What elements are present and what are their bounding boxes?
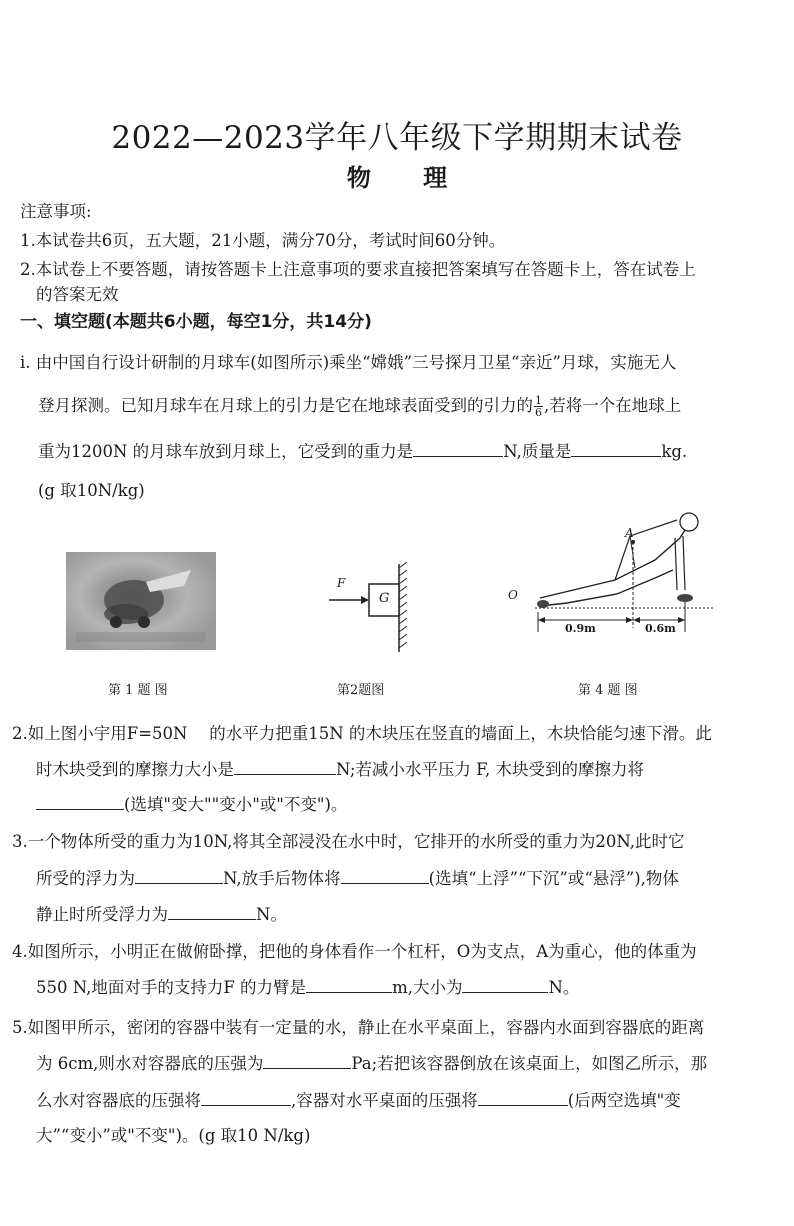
section-1-heading: 一、填空题(本题共6小题，每空1分，共14分) bbox=[20, 312, 372, 332]
force-label: F bbox=[337, 576, 346, 590]
notice-heading: 注意事项: bbox=[20, 202, 92, 221]
pushup-lever-diagram bbox=[505, 508, 720, 636]
point-a-label: A bbox=[625, 526, 634, 540]
lunar-rover-photo bbox=[66, 552, 216, 650]
q2-line-3: (选填"变大""变小"或"不变")。 bbox=[36, 791, 347, 815]
dimension-0-9m: 0.9m bbox=[565, 622, 596, 635]
figure-4-caption: 第 4 题 图 bbox=[578, 683, 638, 698]
q3-blank-buoyancy[interactable] bbox=[135, 869, 223, 884]
notice-item-1: 1.本试卷共6页，五大题，21小题，满分70分，考试时间60分钟。 bbox=[20, 231, 506, 250]
notice-item-2-line-2: 的答案无效 bbox=[36, 285, 119, 304]
q2-line-2: 时木块受到的摩擦力大小是 N;若减小水平压力 F, 木块受到的摩擦力将 bbox=[36, 760, 645, 779]
q5-line-4: 大”“变小”或"不变")。(g 取10 N/kg) bbox=[36, 1126, 311, 1145]
q1-line-2 bbox=[38, 392, 681, 418]
q1-line-2-text-b: ,若将一个在地球上 bbox=[544, 396, 682, 415]
q5-blank-pressure[interactable] bbox=[263, 1054, 351, 1069]
q3-line-2: 所受的浮力为 N,放手后物体将 (选填“上浮”“下沉”或“悬浮”),物体 bbox=[36, 869, 679, 888]
q5-blank-table-pressure[interactable] bbox=[478, 1091, 568, 1106]
q1-line-1: i. 由中国自行设计研制的月球车(如图所示)乘坐“嫦娥”三号探月卫星“亲近”月球，实施无人 bbox=[20, 353, 677, 372]
figure-2-caption: 第2题图 bbox=[337, 683, 385, 698]
q3-blank-motion[interactable] bbox=[341, 869, 429, 884]
pivot-o-label: O bbox=[508, 588, 518, 602]
q5-line-3: 么水对容器底的压强将 ,容器对水平桌面的压强将 (后两空选填"变 bbox=[36, 1091, 681, 1110]
q1-line-2-text-a: 登月探测。已知月球车在月球上的引力是它在地球表面受到的引力的 bbox=[38, 396, 533, 415]
q3-blank-static-buoyancy[interactable] bbox=[168, 905, 256, 920]
q4-line-1: 4.如图所示，小明正在做俯卧撑，把他的身体看作一个杠杆，O为支点，A为重心，他的体重为 bbox=[12, 942, 697, 961]
q1-line-3: 重为1200N 的月球车放到月球上，它受到的重力是 N,质量是 kg. bbox=[38, 442, 688, 461]
q1-line-4: (g 取10N/kg) bbox=[38, 481, 145, 500]
block-label: G bbox=[379, 591, 390, 606]
q4-line-2: 550 N,地面对手的支持力F 的力臂是 m,大小为 N。 bbox=[36, 978, 580, 997]
block-wall-diagram bbox=[325, 562, 420, 654]
notice-item-2-line-1: 2.本试卷上不要答题，请按答题卡上注意事项的要求直接把答案填写在答题卡上，答在试卷上 bbox=[20, 260, 696, 279]
q1-blank-gravity[interactable] bbox=[413, 442, 503, 457]
dimension-0-6m: 0.6m bbox=[645, 622, 676, 635]
q3-line-1: 3.一个物体所受的重力为10N,将其全部浸没在水中时，它排开的水所受的重力为20N,此时它 bbox=[12, 832, 685, 851]
q3-line-3: 静止时所受浮力为 N。 bbox=[36, 905, 287, 924]
q5-line-1: 5.如图甲所示，密闭的容器中装有一定量的水，静止在水平桌面上，容器内水面到容器底的距离 bbox=[12, 1018, 705, 1037]
q1-blank-mass[interactable] bbox=[571, 442, 661, 457]
one-sixth-fraction: $\frac{1}{6}$ bbox=[535, 394, 542, 419]
figure-1-caption: 第 1 题 图 bbox=[108, 683, 168, 698]
q2-line-1: 2.如上图小宇用F=50N 的水平力把重15N 的木块压在竖直的墙面上，木块恰能匀速下滑。此 bbox=[12, 724, 712, 743]
subject-title: 物 理 bbox=[346, 163, 470, 192]
q2-blank-friction[interactable] bbox=[234, 760, 336, 775]
q2-blank-change[interactable] bbox=[36, 795, 124, 810]
q4-blank-lever-arm[interactable] bbox=[306, 978, 392, 993]
q5-line-2: 为 6cm,则水对容器底的压强为 Pa;若把该容器倒放在该桌面上，如图乙所示，那 bbox=[36, 1054, 708, 1073]
q4-blank-force[interactable] bbox=[462, 978, 548, 993]
exam-title: 2022—2023学年八年级下学期期末试卷 bbox=[111, 120, 683, 156]
q5-blank-water-pressure[interactable] bbox=[201, 1091, 291, 1106]
